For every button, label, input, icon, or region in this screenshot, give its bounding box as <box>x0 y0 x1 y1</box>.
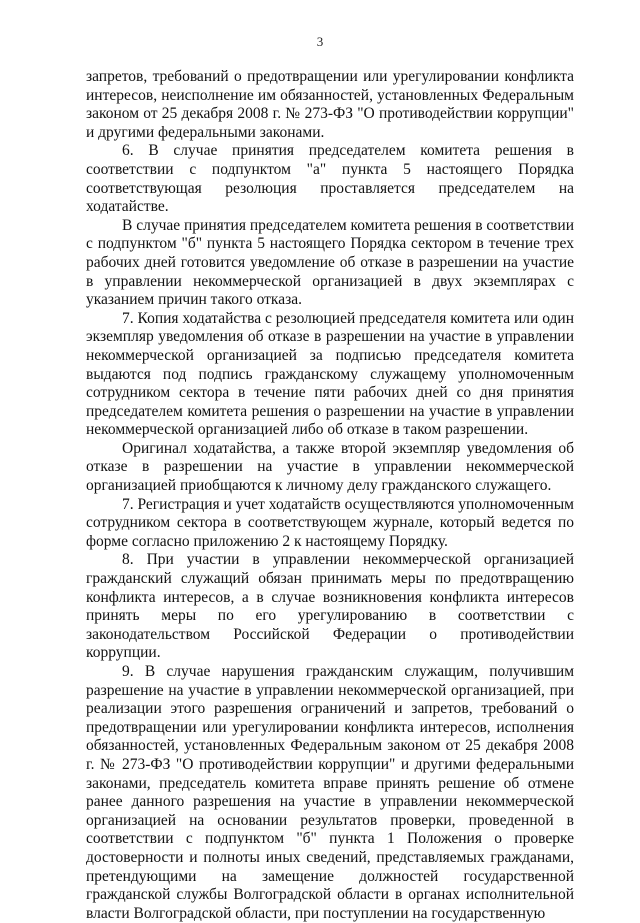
document-body <box>86 68 574 923</box>
paragraph-item-7-registration: 7. Регистрация и учет ходатайств осуществляются уполномоченным сотрудником сектора в соответствующем журнале, который ведется по форме согласно приложению 2 к настоящему Порядку. <box>86 495 574 550</box>
paragraph-continued: запретов, требований о предотвращении или урегулировании конфликта интересов, неисполнение им обязанностей, установленных Федеральным законом от 25 декабря 2008 г. № 273-ФЗ "О противодействии коррупции" и другими федеральными законами. <box>86 68 574 141</box>
page-number: 3 <box>316 34 324 49</box>
paragraph-item-8: 8. При участии в управлении некоммерческой организацией гражданский служащий обязан принимать меры по предотвращению конфликта интересов, а в случае возникновения конфликта интересов принять меры по его урегулированию в соответствии с законодательством Российской Федерации о противодействии коррупции. <box>86 551 574 662</box>
paragraph: Оригинал ходатайства, а также второй экземпляр уведомления об отказе в разрешении на участие в управлении некоммерческой организацией приобщаются к личному делу гражданского служащего. <box>86 439 574 495</box>
paragraph: В случае принятия председателем комитета решения в соответствии с подпунктом "б" пункта 5 настоящего Порядка сектором в течение трех рабочих дней готовится уведомление об отказе в разрешении на участие в управлении некоммерческой организацией в двух экземплярах с указанием причин такого отказа. <box>86 216 574 309</box>
paragraph-item-9: 9. В случае нарушения гражданским служащим, получившим разрешение на участие в управлении некоммерческой организацией, при реализации этого разрешения ограничений и запретов, требований о предотвращении или урегулировании конфликта интересов, исполнения обязанностей, установленных Федеральным законом от 25 декабря 2008 г. № 273-ФЗ "О противодействии коррупции" и другими федеральными законами, председатель комитета вправе принять решение об отмене ранее данного разрешения на участие в управлении некоммерческой организацией на основании результатов проверки, проведенной в соответствии с подпунктом "б" пункта 1 Положения о проверке достоверности и полноты иных сведений, представляемых гражданами, претендующими на замещение должностей государственной гражданской службы Волгоградской области в органах исполнительной власти Волгоградской области, при поступлении на государственную <box>86 663 574 922</box>
paragraph-item-6: 6. В случае принятия председателем комитета решения в соответствии с подпунктом "а" пункта 5 настоящего Порядка соответствующая резолюция проставляется председателем на ходатайстве. <box>86 142 574 216</box>
paragraph-item-7: 7. Копия ходатайства с резолюцией председателя комитета или один экземпляр уведомления об отказе в разрешении на участие в управлении некоммерческой организацией за подписью председателя комитета выдаются под подпись гражданскому служащему уполномоченным сотрудником сектора в течение пяти рабочих дней со дня принятия председателем комитета решения о разрешении на участие в управлении некоммерческой организацией либо об отказе в таком разрешении. <box>86 309 574 439</box>
